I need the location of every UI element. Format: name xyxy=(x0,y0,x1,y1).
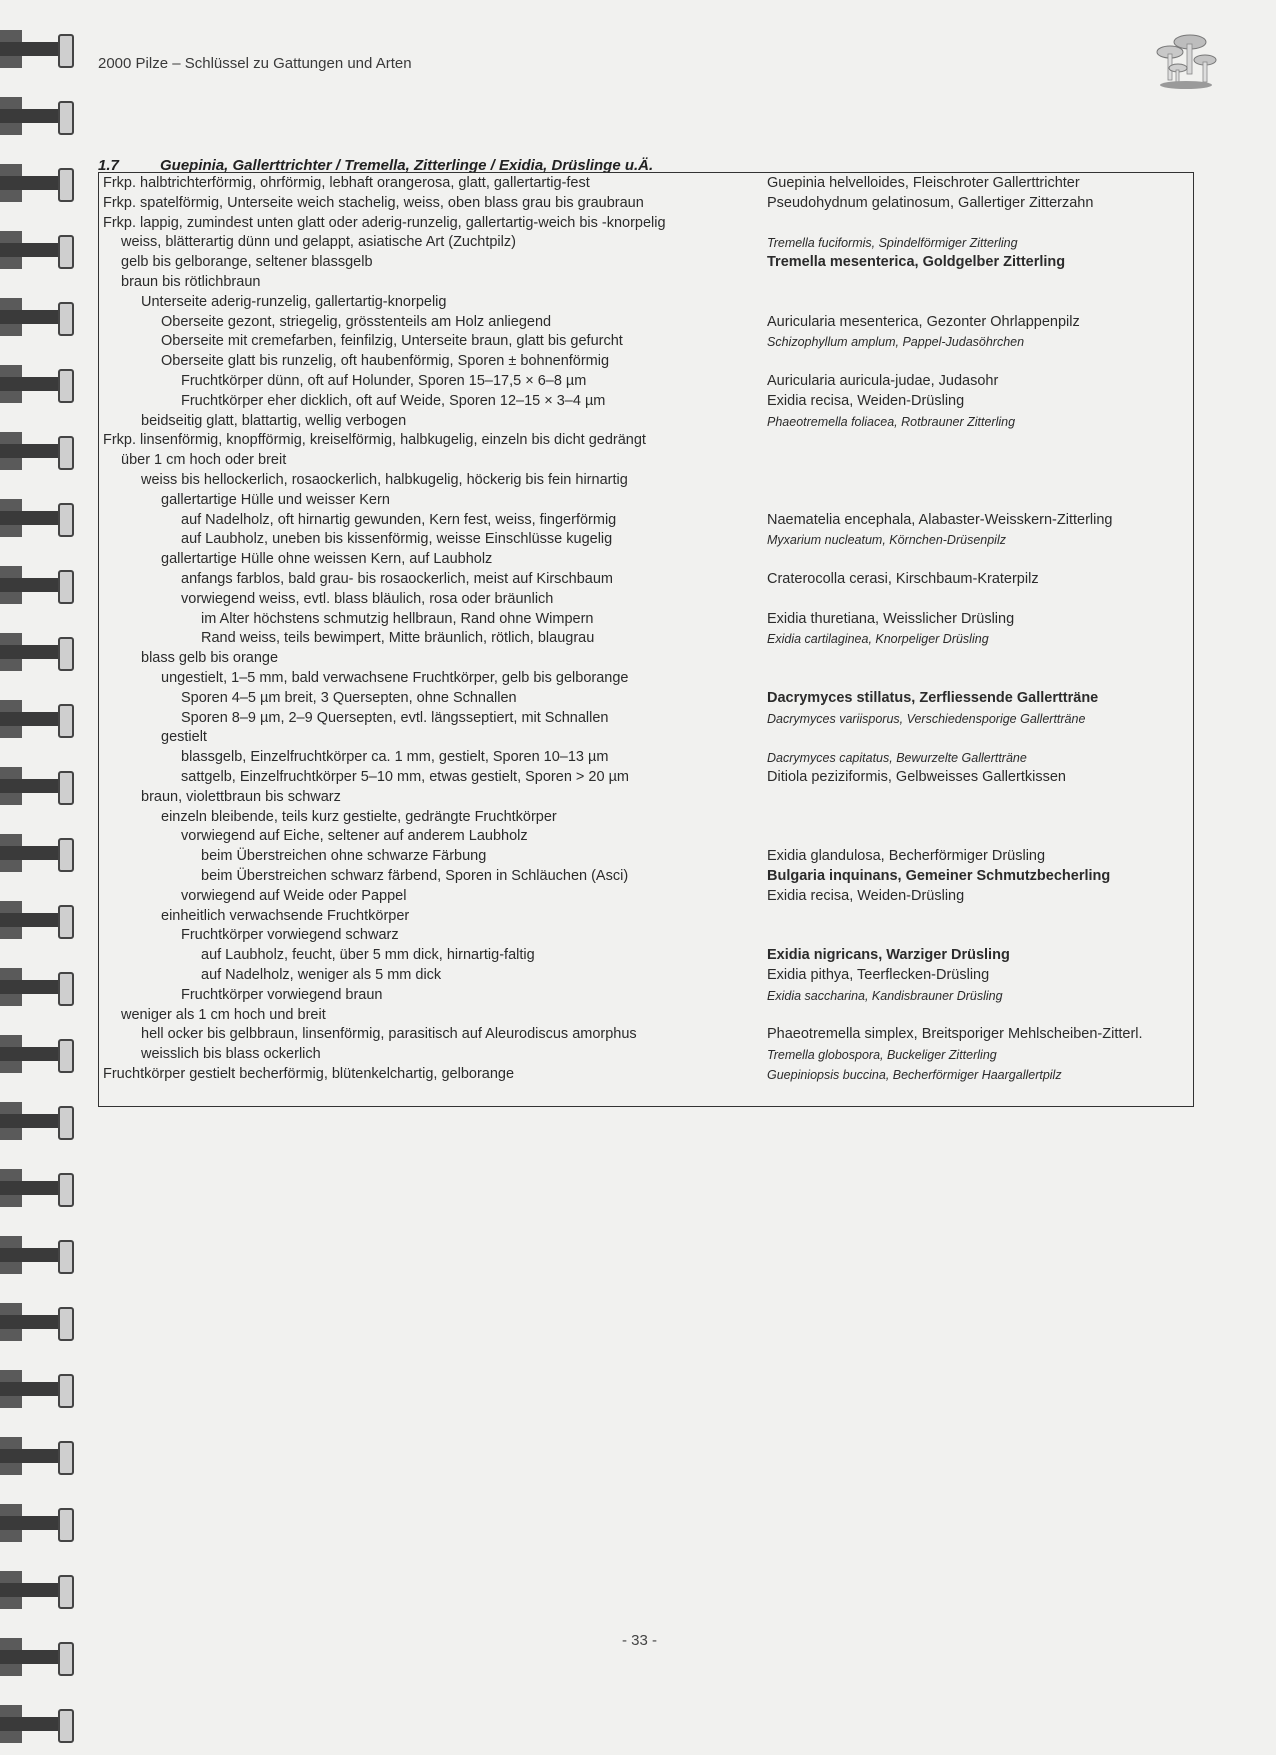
key-criterion: hell ocker bis gelbbraun, linsenförmig, parasitisch auf Aleurodiscus amorphus xyxy=(141,1026,637,1043)
species-result: Dacrymyces variisporus, Verschiedensporige Gallertträne xyxy=(767,711,1086,726)
key-criterion: weiss bis hellockerlich, rosaockerlich, halbkugelig, höckerig bis fein hirnartig xyxy=(141,472,628,488)
binding-ring xyxy=(0,365,78,405)
key-line xyxy=(99,432,1193,452)
key-line xyxy=(99,1007,1193,1027)
key-line xyxy=(99,531,1193,551)
key-line xyxy=(99,353,1193,373)
species-result: Tremella mesenterica, Goldgelber Zitterling xyxy=(767,254,1066,271)
key-criterion: Oberseite glatt bis runzelig, oft haubenförmig, Sporen ± bohnenförmig xyxy=(161,353,610,370)
key-criterion: auf Nadelholz, oft hirnartig gewunden, Kern fest, weiss, fingerförmig xyxy=(181,511,617,528)
key-criterion: Frkp. halbtrichterförmig, ohrförmig, lebhaft orangerosa, glatt, gallertartig-fest xyxy=(103,175,590,191)
key-line xyxy=(99,591,1193,611)
species-result: Dacrymyces stillatus, Zerfliessende Gallertträne xyxy=(767,689,1099,706)
key-criterion: anfangs farblos, bald grau- bis rosaockerlich, meist auf Kirschbaum xyxy=(181,571,613,587)
identification-key xyxy=(98,172,1194,1107)
key-criterion: auf Laubholz, uneben bis kissenförmig, weisse Einschlüsse kugelig xyxy=(181,531,613,548)
species-result: Naematelia encephala, Alabaster-Weisskern-Zitterling xyxy=(767,511,1113,528)
key-line xyxy=(99,234,1193,254)
key-criterion: einzeln bleibende, teils kurz gestielte, gedrängte Fruchtkörper xyxy=(161,808,557,825)
binding-ring xyxy=(0,901,78,941)
species-result: Tremella fuciformis, Spindelförmiger Zitterling xyxy=(767,236,1018,251)
key-criterion: über 1 cm hoch oder breit xyxy=(121,452,287,469)
key-line xyxy=(99,769,1193,789)
section-heading: Guepinia, Gallerttrichter / Tremella, Zitterlinge / Exidia, Drüslinge u.Ä. xyxy=(160,157,654,174)
species-result: Exidia saccharina, Kandisbrauner Drüsling xyxy=(767,988,1003,1003)
key-criterion: Rand weiss, teils bewimpert, Mitte bräunlich, rötlich, blaugrau xyxy=(201,630,595,647)
key-criterion: Unterseite aderig-runzelig, gallertartig-knorpelig xyxy=(141,293,447,310)
binding-ring xyxy=(0,1102,78,1142)
species-result: Guepinia helvelloides, Fleischroter Gallerttrichter xyxy=(767,175,1080,191)
key-line xyxy=(99,987,1193,1007)
key-criterion: ungestielt, 1–5 mm, bald verwachsene Fruchtkörper, gelb bis gelborange xyxy=(161,670,629,686)
key-criterion: Frkp. spatelförmig, Unterseite weich stachelig, weiss, oben blass grau bis graubraun xyxy=(103,194,644,211)
species-result: Guepiniopsis buccina, Becherförmiger Haargallertpilz xyxy=(767,1068,1062,1082)
binding-ring xyxy=(0,1303,78,1343)
key-line xyxy=(99,254,1193,274)
species-result: Exidia cartilaginea, Knorpeliger Drüsling xyxy=(767,632,989,647)
key-criterion: Sporen 4–5 µm breit, 3 Quersepten, ohne Schnallen xyxy=(181,689,517,706)
key-criterion: gallertartige Hülle und weisser Kern xyxy=(161,491,390,508)
key-criterion: einheitlich verwachsende Fruchtkörper xyxy=(161,907,410,924)
key-line xyxy=(99,1026,1193,1046)
key-criterion: vorwiegend weiss, evtl. blass bläulich, rosa oder bräunlich xyxy=(181,590,554,607)
binding-ring xyxy=(0,97,78,137)
key-line xyxy=(99,749,1193,769)
species-result: Dacrymyces capitatus, Bewurzelte Gallertträne xyxy=(767,751,1027,766)
key-line xyxy=(99,789,1193,809)
binding-ring xyxy=(0,1169,78,1209)
spiral-binding xyxy=(0,0,78,1755)
key-line xyxy=(99,215,1193,235)
key-line xyxy=(99,571,1193,591)
species-result: Phaeotremella foliacea, Rotbrauner Zitterling xyxy=(767,414,1016,429)
key-line xyxy=(99,492,1193,512)
species-result: Phaeotremella simplex, Breitsporiger Mehlscheiben-Zitterl. xyxy=(767,1026,1143,1043)
key-line xyxy=(99,195,1193,215)
key-criterion: Fruchtkörper vorwiegend schwarz xyxy=(181,927,399,944)
running-header: 2000 Pilze – Schlüssel zu Gattungen und Arten xyxy=(98,55,412,72)
key-criterion: Frkp. linsenförmig, knopfförmig, kreiselförmig, halbkugelig, einzeln bis dicht gedrängt xyxy=(103,432,646,449)
key-criterion: Oberseite mit cremefarben, feinfilzig, Unterseite braun, glatt bis gefurcht xyxy=(161,333,623,350)
key-line xyxy=(99,650,1193,670)
key-criterion: Fruchtkörper eher dicklich, oft auf Weide, Sporen 12–15 × 3–4 µm xyxy=(181,392,606,409)
key-criterion: vorwiegend auf Weide oder Pappel xyxy=(181,887,407,904)
species-result: Exidia nigricans, Warziger Drüsling xyxy=(767,947,1010,964)
binding-ring xyxy=(0,432,78,472)
binding-ring xyxy=(0,1236,78,1276)
key-criterion: Fruchtkörper gestielt becherförmig, blütenkelchartig, gelborange xyxy=(103,1066,515,1082)
key-criterion: Oberseite gezont, striegelig, grösstenteils am Holz anliegend xyxy=(161,313,552,330)
binding-ring xyxy=(0,298,78,338)
key-criterion: beim Überstreichen ohne schwarze Färbung xyxy=(201,848,487,865)
key-criterion: beim Überstreichen schwarz färbend, Sporen in Schläuchen (Asci) xyxy=(201,868,629,884)
key-line xyxy=(99,175,1193,195)
key-criterion: Fruchtkörper vorwiegend braun xyxy=(181,986,383,1003)
binding-ring xyxy=(0,1571,78,1611)
binding-ring xyxy=(0,968,78,1008)
binding-ring xyxy=(0,1705,78,1745)
species-result: Exidia recisa, Weiden-Drüsling xyxy=(767,887,965,904)
species-result: Auricularia mesenterica, Gezonter Ohrlappenpilz xyxy=(767,313,1080,330)
species-result: Ditiola peziziformis, Gelbweisses Gallertkissen xyxy=(767,769,1066,785)
key-criterion: Frkp. lappig, zumindest unten glatt oder aderig-runzelig, gallertartig-weich bis -knorpelig xyxy=(103,214,666,231)
species-result: Craterocolla cerasi, Kirschbaum-Kraterpilz xyxy=(767,571,1039,587)
key-line xyxy=(99,1046,1193,1066)
key-line xyxy=(99,809,1193,829)
key-line xyxy=(99,888,1193,908)
key-line xyxy=(99,393,1193,413)
species-result: Bulgaria inquinans, Gemeiner Schmutzbecherling xyxy=(767,868,1111,884)
key-line xyxy=(99,630,1193,650)
binding-ring xyxy=(0,231,78,271)
key-criterion: gelb bis gelborange, seltener blassgelb xyxy=(121,254,373,271)
species-result: Exidia thuretiana, Weisslicher Drüsling xyxy=(767,610,1015,627)
key-line xyxy=(99,472,1193,492)
key-line xyxy=(99,413,1193,433)
key-line xyxy=(99,611,1193,631)
species-result: Tremella globospora, Buckeliger Zitterling xyxy=(767,1048,997,1063)
page-number: - 33 - xyxy=(622,1632,658,1649)
key-line xyxy=(99,551,1193,571)
binding-ring xyxy=(0,30,78,70)
key-criterion: beidseitig glatt, blattartig, wellig verbogen xyxy=(141,412,407,429)
key-line xyxy=(99,512,1193,532)
key-criterion: gestielt xyxy=(161,729,207,746)
key-line xyxy=(99,947,1193,967)
key-criterion: braun bis rötlichbraun xyxy=(121,274,261,290)
binding-ring xyxy=(0,1437,78,1477)
key-criterion: weniger als 1 cm hoch und breit xyxy=(121,1006,326,1023)
key-criterion: braun, violettbraun bis schwarz xyxy=(141,788,341,805)
key-criterion: auf Laubholz, feucht, über 5 mm dick, hirnartig-faltig xyxy=(201,947,535,964)
key-line xyxy=(99,670,1193,690)
species-result: Exidia recisa, Weiden-Drüsling xyxy=(767,392,965,409)
key-line xyxy=(99,690,1193,710)
binding-ring xyxy=(0,164,78,204)
key-line xyxy=(99,314,1193,334)
key-line xyxy=(99,333,1193,353)
key-line xyxy=(99,373,1193,393)
key-line xyxy=(99,868,1193,888)
binding-ring xyxy=(0,1035,78,1075)
binding-ring xyxy=(0,700,78,740)
key-criterion: auf Nadelholz, weniger als 5 mm dick xyxy=(201,967,442,983)
section-number: 1.7 xyxy=(98,157,119,174)
mushroom-cluster-icon xyxy=(1150,30,1220,92)
key-criterion: weisslich bis blass ockerlich xyxy=(141,1046,321,1063)
species-result: Auricularia auricula-judae, Judasohr xyxy=(767,373,999,389)
key-line xyxy=(99,927,1193,947)
key-line xyxy=(99,452,1193,472)
species-result: Exidia glandulosa, Becherförmiger Drüsling xyxy=(767,848,1046,865)
key-criterion: Sporen 8–9 µm, 2–9 Quersepten, evtl. längsseptiert, mit Schnallen xyxy=(181,709,609,726)
key-criterion: weiss, blätterartig dünn und gelappt, asiatische Art (Zuchtpilz) xyxy=(121,234,516,251)
key-line xyxy=(99,828,1193,848)
key-line xyxy=(99,1066,1193,1086)
key-criterion: gallertartige Hülle ohne weissen Kern, auf Laubholz xyxy=(161,551,493,568)
species-result: Myxarium nucleatum, Körnchen-Drüsenpilz xyxy=(767,533,1006,548)
binding-ring xyxy=(0,566,78,606)
key-criterion: Fruchtkörper dünn, oft auf Holunder, Sporen 15–17,5 × 6–8 µm xyxy=(181,373,587,389)
binding-ring xyxy=(0,1638,78,1678)
binding-ring xyxy=(0,1504,78,1544)
species-result: Schizophyllum amplum, Pappel-Judasöhrchen xyxy=(767,335,1025,350)
key-criterion: blassgelb, Einzelfruchtkörper ca. 1 mm, gestielt, Sporen 10–13 µm xyxy=(181,749,609,766)
key-criterion: sattgelb, Einzelfruchtkörper 5–10 mm, etwas gestielt, Sporen > 20 µm xyxy=(181,769,630,785)
binding-ring xyxy=(0,499,78,539)
key-criterion: vorwiegend auf Eiche, seltener auf anderem Laubholz xyxy=(181,828,528,845)
binding-ring xyxy=(0,767,78,807)
key-line xyxy=(99,967,1193,987)
species-result: Pseudohydnum gelatinosum, Gallertiger Zitterzahn xyxy=(767,194,1094,211)
key-line xyxy=(99,908,1193,928)
species-result: Exidia pithya, Teerflecken-Drüsling xyxy=(767,967,990,983)
key-line xyxy=(99,729,1193,749)
key-criterion: im Alter höchstens schmutzig hellbraun, Rand ohne Wimpern xyxy=(201,610,594,627)
binding-ring xyxy=(0,633,78,673)
key-line xyxy=(99,710,1193,730)
key-line xyxy=(99,274,1193,294)
binding-ring xyxy=(0,834,78,874)
key-line xyxy=(99,848,1193,868)
binding-ring xyxy=(0,1370,78,1410)
key-line xyxy=(99,294,1193,314)
key-criterion: blass gelb bis orange xyxy=(141,650,279,667)
